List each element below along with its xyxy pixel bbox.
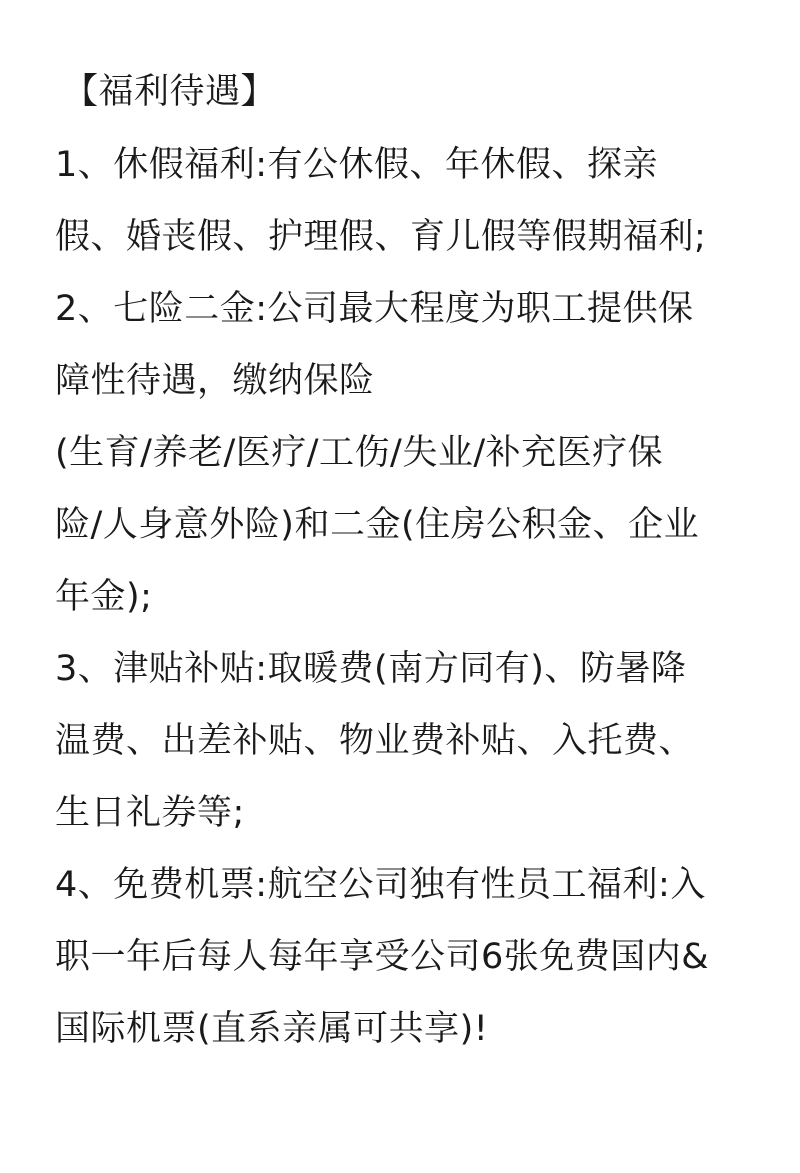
- benefit-line-12: 职一年后每人每年享受公司6张免费国内&: [55, 937, 710, 977]
- benefit-line-10: 生日礼券等;: [55, 793, 245, 833]
- benefit-line-7: 年金);: [55, 577, 153, 617]
- benefit-line-3: 2、七险二金:公司最大程度为职工提供保: [55, 289, 694, 329]
- benefit-line-2: 假、婚丧假、护理假、育儿假等假期福利;: [55, 217, 707, 257]
- benefit-line-9: 温费、出差补贴、物业费补贴、入托费、: [55, 721, 695, 761]
- benefit-line-4: 障性待遇，缴纳保险: [55, 361, 375, 401]
- benefit-line-11: 4、免费机票:航空公司独有性员工福利:入: [55, 865, 706, 905]
- benefit-line-8: 3、津贴补贴:取暖费(南方同有)、防暑降: [55, 649, 687, 689]
- document-heading: 【福利待遇】: [63, 72, 277, 112]
- benefit-line-1: 1、休假福利:有公休假、年休假、探亲: [55, 145, 659, 185]
- benefit-line-5: (生育/养老/医疗/工伤/失业/补充医疗保: [55, 433, 664, 473]
- benefit-line-6: 险/人身意外险)和二金(住房公积金、企业: [55, 505, 700, 545]
- benefit-line-13: 国际机票(直系亲属可共享)!: [55, 1009, 489, 1049]
